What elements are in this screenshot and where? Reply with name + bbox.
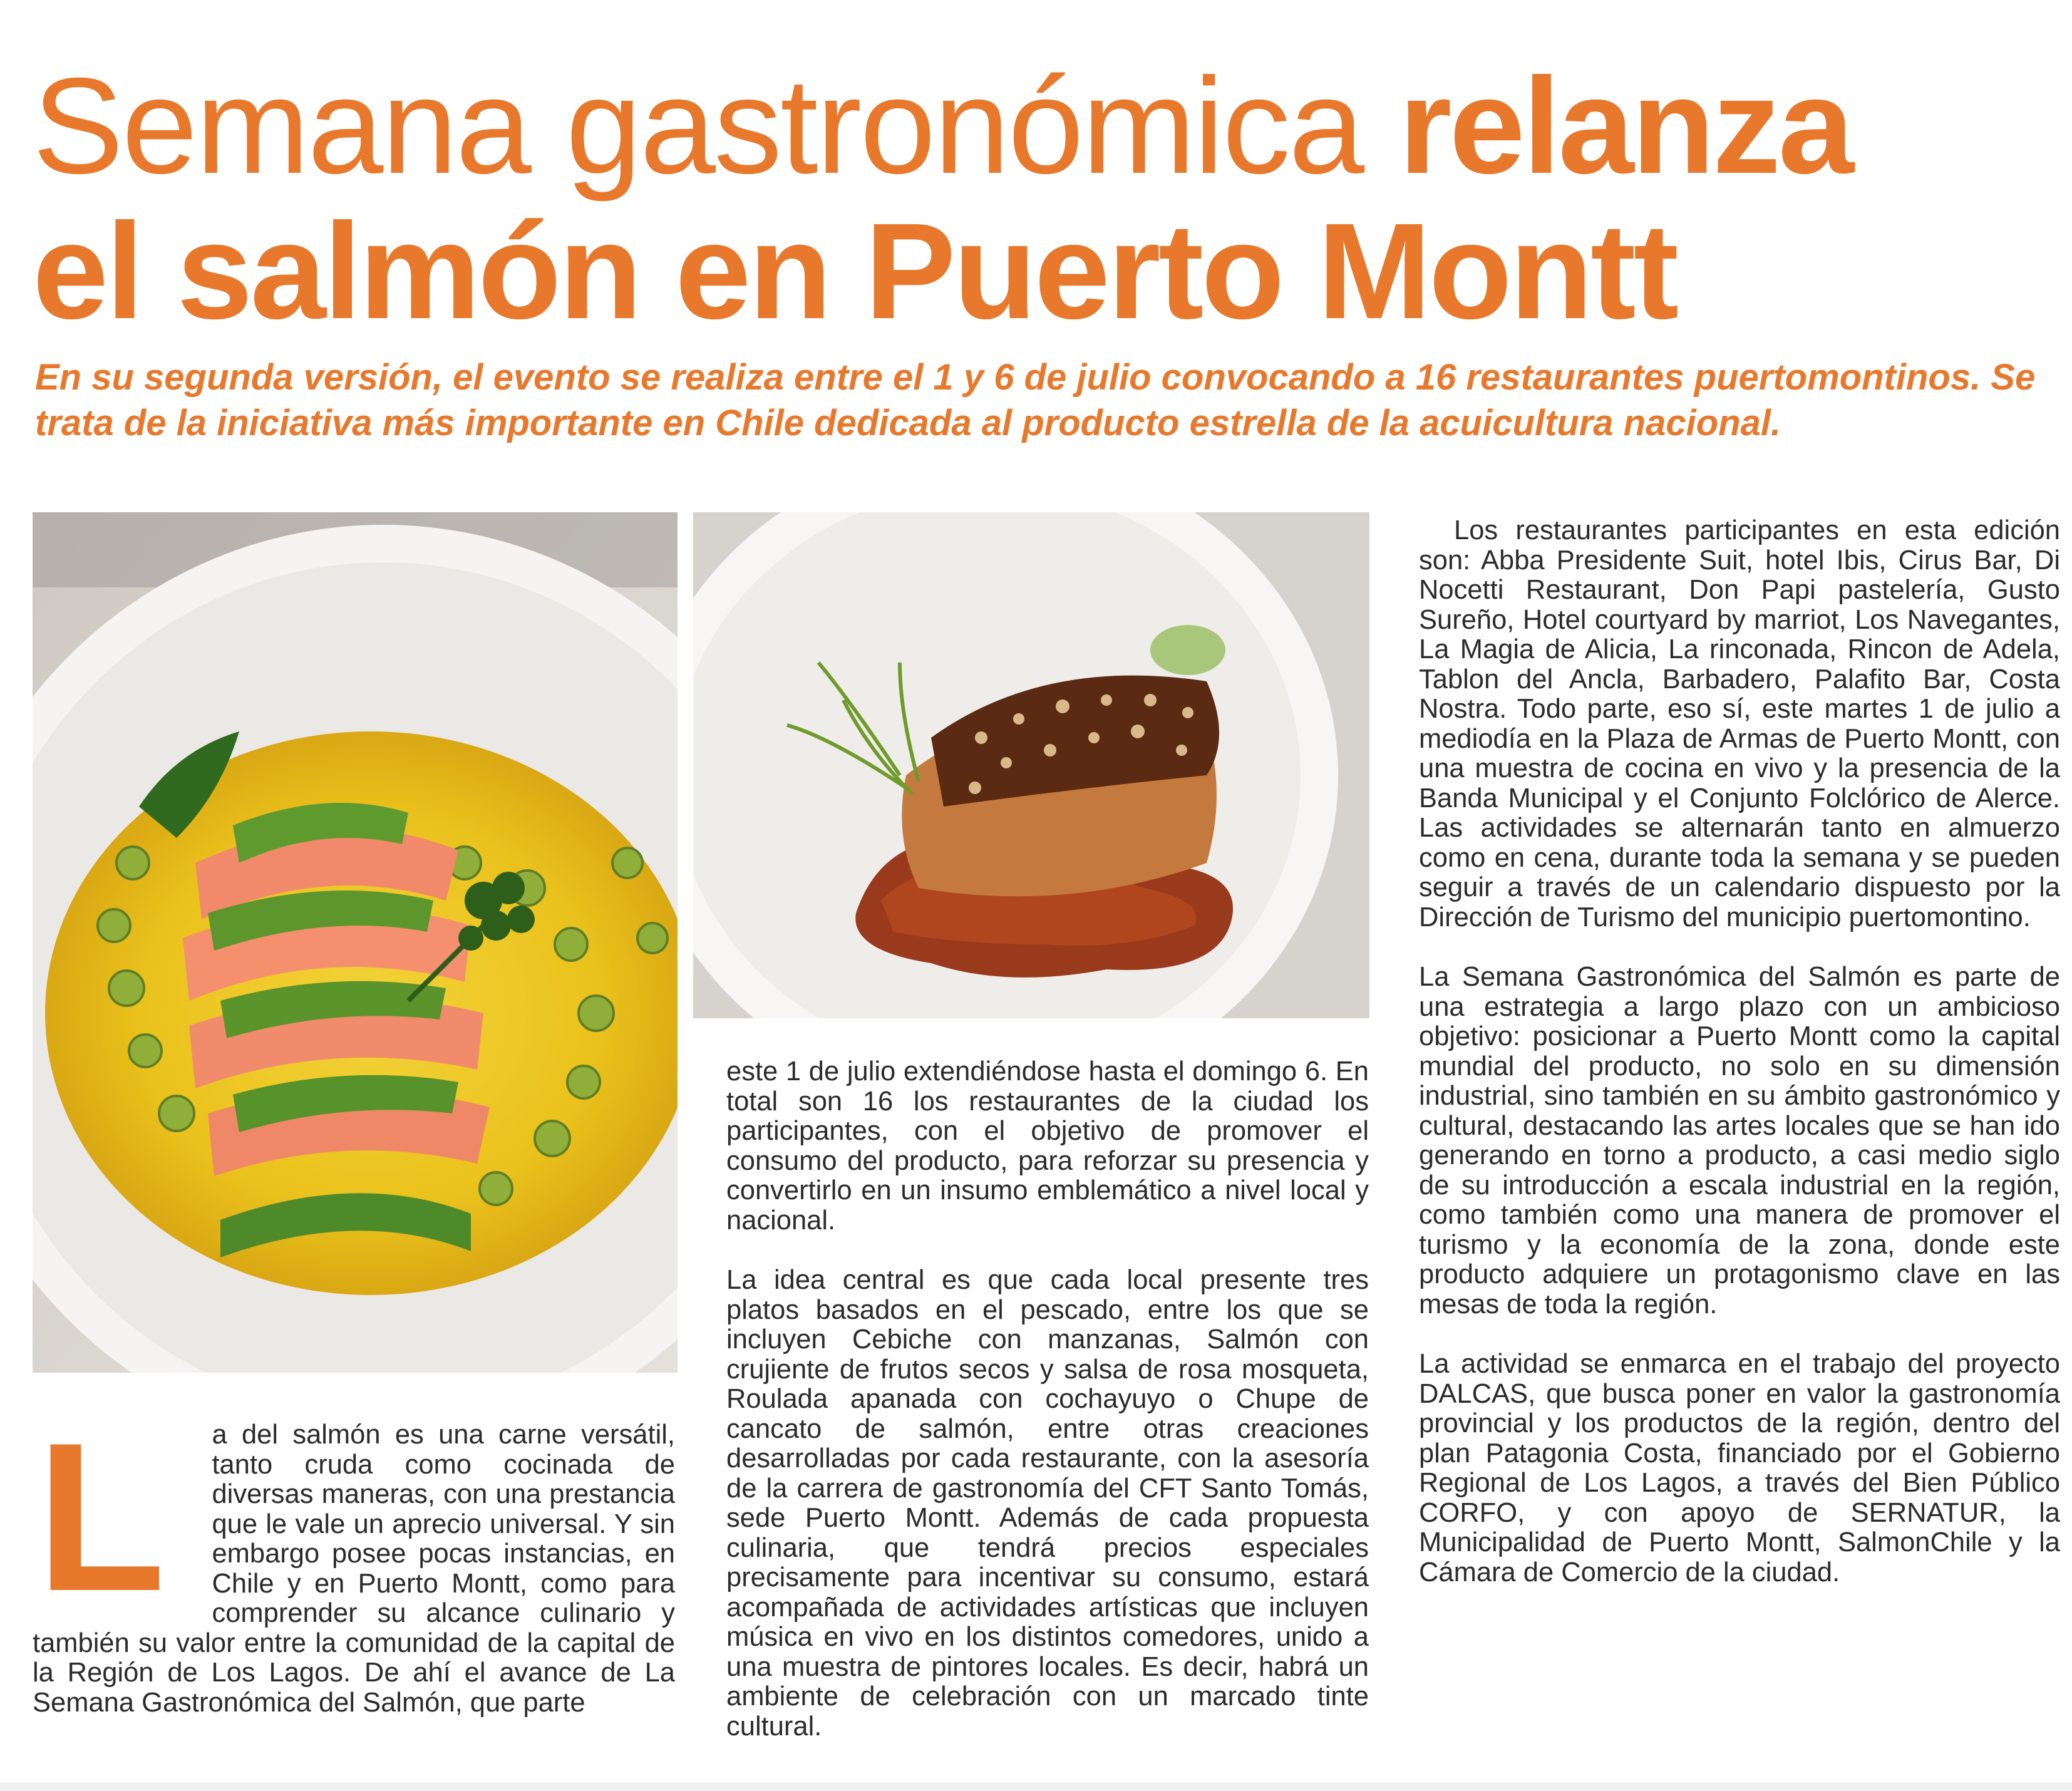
headline-light: Semana gastronómica <box>33 50 1363 202</box>
page-bottom-rule <box>0 1782 2072 1791</box>
drop-cap: L <box>36 1398 166 1635</box>
body-column-1 <box>33 1398 675 1718</box>
col3-paragraph-1: Los restaurantes participantes en esta edición son: Abba Presidente Suit, hotel Ibis, Cirus Bar, Di Nocetti Restaurant, Don Papi pastelería, Gusto Sureño, Hotel courtyard by marriot, Los Navegantes, La Magia de Alicia, La rinconada, Rincon de Adela, Tablon del Ancla, Barbadero, Palafito Bar, Costa Nostra. Todo parte, eso sí, este martes 1 de julio a mediodía en la Plaza de Armas de Puerto Montt, con una muestra de cocina en vivo y la presencia de la Banda Municipal y el Conjunto Folclórico de Alerce. Las actividades se alternarán tanto en almuerzo como en cena, durante toda la semana y se pueden seguir a través de un calendario dispuesto por la Dirección de Turismo del municipio puertomontino. <box>1419 515 2060 932</box>
col1-text: a del salmón es una carne versátil, tanto cruda como cocinada de diversas maneras, con una prestancia que le vale un aprecio universal. Y sin embargo posee pocas instancias, en Chile y en Puerto Montt, como para comprender su alcance culinario y también su valor entre la comunidad de la capital de la Región de Los Lagos. De ahí el avance de La Semana Gastronómica del Salmón, que parte <box>33 1420 675 1718</box>
body-column-3 <box>1419 516 2060 1587</box>
col3-paragraph-2: La Semana Gastronómica del Salmón es parte de una estrategia a largo plazo con un ambicioso objetivo: posicionar a Puerto Montt como la capital mundial del producto, no solo en su dimensión industrial, sino también en su ámbito gastronómico y cultural, destacando las artes locales que se han ido generando en torno a producto, a casi medio siglo de su introducción a escala industrial en la región, como también como una manera de promover el turismo y la economía de la zona, donde este producto adquiere un protagonismo clave en las mesas de toda la región. <box>1419 962 2060 1319</box>
headline-bold-2: el salmón en Puerto Montt <box>33 195 1677 348</box>
body-column-2 <box>726 1057 1369 1742</box>
salmon-carpaccio-image <box>33 512 678 1373</box>
deck-subtitle: En su segunda versión, el evento se realiza entre el 1 y 6 de julio convocando a 16 restaurantes puertomontinos. Se trata de la iniciativa más importante en Chile dedicada al producto estrella de la acuicultura nacional. <box>35 357 2036 443</box>
col3-paragraph-3: La actividad se enmarca en el trabajo del proyecto DALCAS, que busca poner en valor la gastronomía provincial y los productos de la región, dentro del plan Patagonia Costa, financiado por el Gobierno Regional de Los Lagos, a través del Bien Público CORFO, y con apoyo de SERNATUR, la Municipalidad de Puerto Montt, SalmonChile y la Cámara de Comercio de la ciudad. <box>1419 1349 2060 1587</box>
salmon-carpaccio-photo <box>33 512 678 1373</box>
headline <box>33 50 2049 348</box>
salmon-nut-crust-photo <box>693 512 1369 1018</box>
col2-paragraph-1: este 1 de julio extendiéndose hasta el domingo 6. En total son 16 los restaurantes de la ciudad los participantes, con el objetivo de promover el consumo del producto, para reforzar su presencia y convertirlo en un insumo emblemático a nivel local y nacional. <box>726 1056 1369 1236</box>
salmon-nut-crust-image <box>693 512 1369 1018</box>
col2-paragraph-2: La idea central es que cada local presente tres platos basados en el pescado, entre los que se incluyen Cebiche con manzanas, Salmón con crujiente de frutos secos y salsa de rosa mosqueta, Roulada apanada con cochayuyo o Chupe de cancato de salmón, entre otras creaciones desarrolladas por cada restaurante, con la asesoría de la carrera de gastronomía del CFT Santo Tomás, sede Puerto Montt. Además de cada propuesta culinaria, que tendrá precios especiales precisamente para incentivar su consumo, estará acompañada de actividades artísticas que incluyen música en vivo en los distintos comedores, unido a una muestra de pintores locales. Es decir, habrá un ambiente de celebración con un marcado tinte cultural. <box>726 1265 1369 1742</box>
headline-bold-1: relanza <box>1398 50 1852 202</box>
